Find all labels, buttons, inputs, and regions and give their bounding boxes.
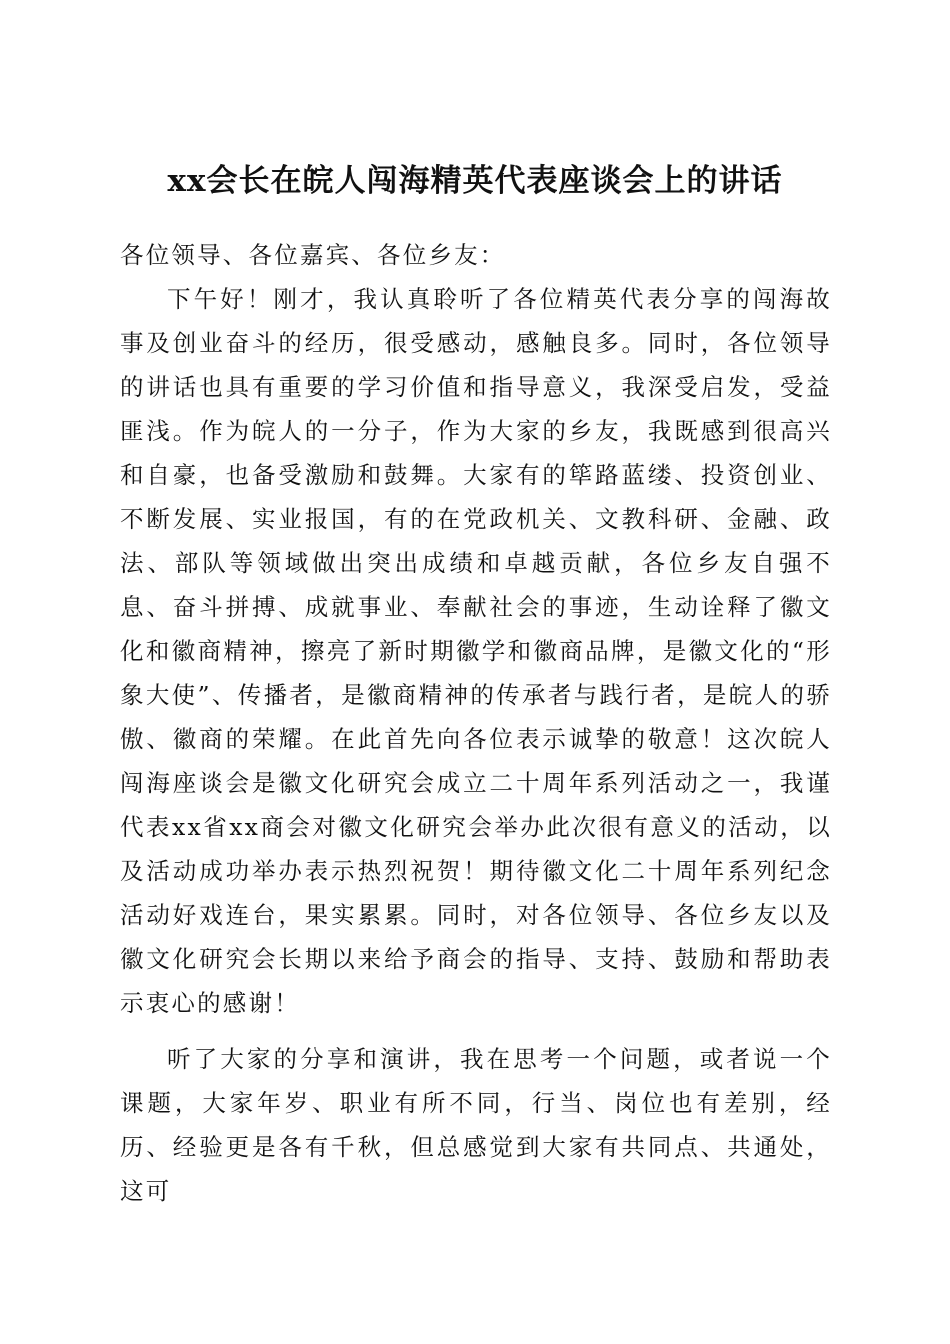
document-title: xx会长在皖人闯海精英代表座谈会上的讲话 [167,162,783,199]
document-body [120,233,832,1213]
paragraph-1: 下午好！刚才，我认真聆听了各位精英代表分享的闯海故事及创业奋斗的经历，很受感动，感触良多。同时，各位领导的讲话也具有重要的学习价值和指导意义，我深受启发，受益匪浅。作为皖人的一分子，作为大家的乡友，我既感到很高兴和自豪，也备受激励和鼓舞。大家有的筚路蓝缕、投资创业、不断发展、实业报国，有的在党政机关、文教科研、金融、政法、部队等领域做出突出成绩和卓越贡献，各位乡友自强不息、奋斗拼搏、成就事业、奉献社会的事迹，生动诠释了徽文化和徽商精神，擦亮了新时期徽学和徽商品牌，是徽文化的“形象大使”、传播者，是徽商精神的传承者与践行者，是皖人的骄傲、徽商的荣耀。在此首先向各位表示诚挚的敬意！这次皖人闯海座谈会是徽文化研究会成立二十周年系列活动之一，我谨代表xx省xx商会对徽文化研究会举办此次很有意义的活动，以及活动成功举办表示热烈祝贺！期待徽文化二十周年系列纪念活动好戏连台，果实累累。同时，对各位领导、各位乡友以及徽文化研究会长期以来给予商会的指导、支持、鼓励和帮助表示衷心的感谢！ [120,285,832,1017]
paragraph-2: 听了大家的分享和演讲，我在思考一个问题，或者说一个课题，大家年岁、职业有所不同，行当、岗位也有差别，经历、经验更是各有千秋，但总感觉到大家有共同点、共通处，这可 [120,1045,832,1205]
salutation: 各位领导、各位嘉宾、各位乡友： [120,241,506,269]
